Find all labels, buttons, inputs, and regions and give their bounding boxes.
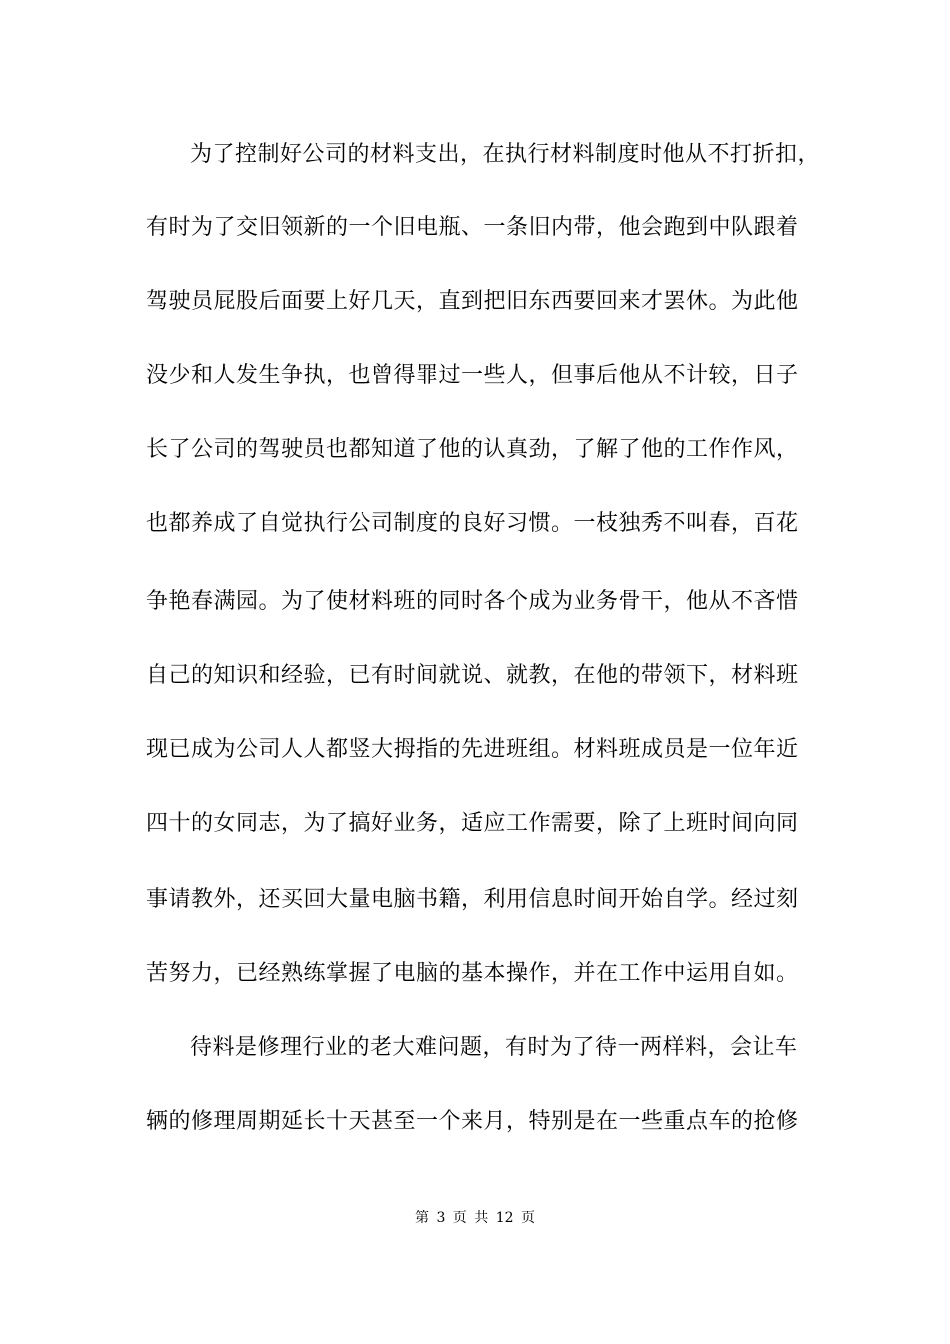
paragraph-line: 争艳春满园。为了使材料班的同时各个成为业务骨干，他从不吝惜	[146, 589, 799, 614]
paragraph-line: 自己的知识和经验，已有时间就说、就教，在他的带领下，材料班	[146, 663, 799, 688]
paragraph-line: 待料是修理行业的老大难问题，有时为了待一两样料，会让车	[190, 1035, 798, 1060]
paragraph-line: 事请教外，还买回大量电脑书籍，利用信息时间开始自学。经过刻	[146, 887, 799, 912]
page-number-footer: 第 3 页 共 12 页	[415, 1210, 535, 1226]
paragraph-line: 驾驶员屁股后面要上好几天，直到把旧东西要回来才罢休。为此他	[146, 289, 799, 314]
paragraph-line: 现已成为公司人人都竖大拇指的先进班组。材料班成员是一位年近	[146, 737, 799, 762]
paragraph-line: 苦努力，已经熟练掌握了电脑的基本操作，并在工作中运用自如。	[146, 961, 799, 986]
paragraph-line: 四十的女同志，为了搞好业务，适应工作需要，除了上班时间向同	[146, 811, 799, 836]
paragraph-line: 辆的修理周期延长十天甚至一个来月，特别是在一些重点车的抢修	[146, 1109, 799, 1134]
paragraph-line: 也都养成了自觉执行公司制度的良好习惯。一枝独秀不叫春，百花	[146, 511, 799, 536]
paragraph-line: 没少和人发生争执，也曾得罪过一些人，但事后他从不计较，日子	[146, 363, 799, 388]
paragraph-line: 为了控制好公司的材料支出，在执行材料制度时他从不打折扣，	[190, 142, 821, 167]
paragraph-line: 有时为了交旧领新的一个旧电瓶、一条旧内带，他会跑到中队跟着	[146, 215, 799, 240]
paragraph-line: 长了公司的驾驶员也都知道了他的认真劲，了解了他的工作作风，	[146, 437, 799, 462]
